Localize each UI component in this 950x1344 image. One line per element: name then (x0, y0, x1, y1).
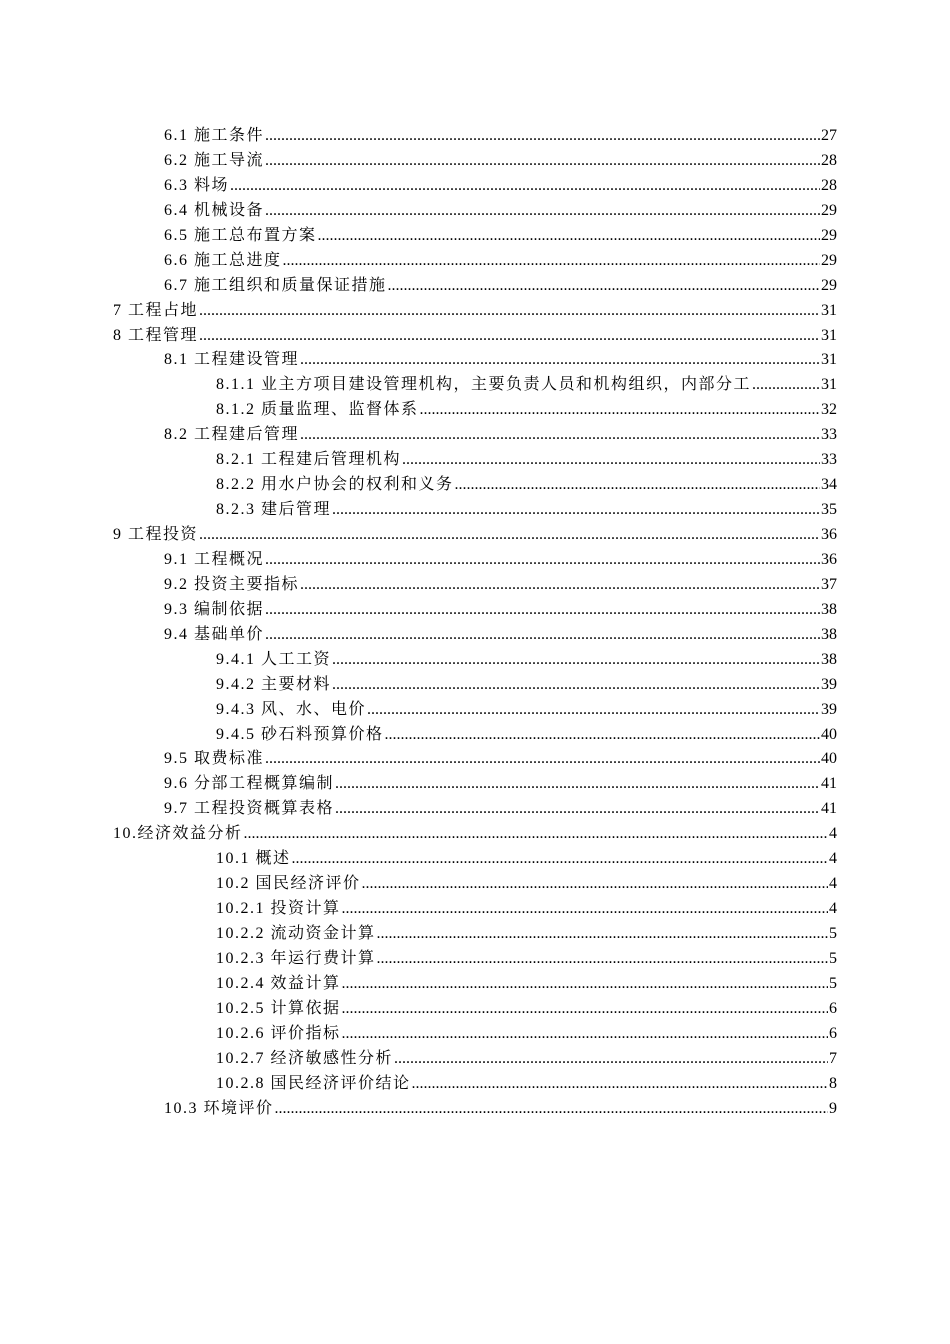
toc-entry-page-number: 5 (829, 974, 837, 992)
toc-entry[interactable] (0, 797, 950, 822)
toc-dot-leader (300, 423, 820, 448)
toc-entry-title: 8.1.2 质量监理、监督体系 (216, 401, 419, 419)
toc-entry-title: 6.6 施工总进度 (164, 251, 282, 269)
toc-entry-page-number: 31 (821, 326, 837, 344)
toc-dot-leader (394, 1047, 828, 1072)
toc-entry-title: 10.2.7 经济敏感性分析 (216, 1049, 394, 1067)
toc-dot-leader (265, 747, 820, 772)
toc-dot-leader (335, 797, 820, 822)
toc-dot-leader (244, 822, 828, 847)
toc-entry-title: 8.2.1 工程建后管理机构 (216, 451, 402, 469)
toc-entry-title: 10.2.5 计算依据 (216, 999, 341, 1017)
toc-entry-title: 6.4 机械设备 (164, 201, 265, 219)
toc-entry[interactable] (0, 598, 950, 623)
toc-entry-page-number: 39 (821, 675, 837, 693)
toc-entry-title: 10.1 概述 (216, 850, 291, 868)
toc-entry-title: 6.7 施工组织和质量保证措施 (164, 276, 387, 294)
toc-entry[interactable] (0, 922, 950, 947)
toc-entry-page-number: 4 (829, 850, 837, 868)
toc-entry-title: 9.4.1 人工工资 (216, 650, 332, 668)
toc-entry-page-number: 27 (821, 127, 837, 144)
toc-entry-page-number: 40 (821, 725, 837, 743)
toc-entry[interactable] (0, 249, 950, 274)
toc-dot-leader (283, 249, 820, 274)
toc-entry[interactable] (0, 224, 950, 249)
table-of-contents (0, 124, 950, 1122)
toc-entry[interactable] (0, 623, 950, 648)
toc-entry-page-number: 29 (821, 201, 837, 219)
toc-dot-leader (412, 1072, 828, 1097)
toc-dot-leader (332, 498, 820, 523)
toc-entry[interactable] (0, 274, 950, 299)
toc-entry-page-number: 29 (821, 276, 837, 294)
toc-entry[interactable] (0, 398, 950, 423)
toc-entry-title: 10.2.6 评价指标 (216, 1024, 341, 1042)
toc-entry-page-number: 35 (821, 501, 837, 519)
toc-entry-page-number: 7 (829, 1049, 837, 1067)
toc-entry-title: 10.2.4 效益计算 (216, 974, 341, 992)
toc-dot-leader (265, 623, 820, 648)
toc-dot-leader (362, 872, 828, 897)
toc-dot-leader (265, 124, 820, 149)
toc-entry[interactable] (0, 1097, 950, 1122)
toc-entry[interactable] (0, 548, 950, 573)
toc-dot-leader (342, 897, 828, 922)
toc-entry[interactable] (0, 698, 950, 723)
toc-entry[interactable] (0, 772, 950, 797)
toc-entry-page-number: 37 (821, 575, 837, 593)
toc-entry[interactable] (0, 747, 950, 772)
toc-entry-title: 10.2.8 国民经济评价结论 (216, 1074, 411, 1092)
toc-entry-page-number: 36 (821, 526, 837, 543)
toc-entry[interactable] (0, 324, 950, 349)
toc-entry-title: 9.1 工程概况 (164, 550, 265, 568)
toc-entry-page-number: 29 (821, 251, 837, 269)
toc-entry-title: 10.2.3 年运行费计算 (216, 949, 376, 967)
toc-dot-leader (300, 348, 820, 373)
toc-entry-page-number: 8 (829, 1074, 837, 1092)
toc-dot-leader (342, 997, 828, 1022)
toc-entry[interactable] (0, 1022, 950, 1047)
toc-dot-leader (332, 648, 820, 673)
toc-entry-title: 10.经济效益分析 (113, 825, 243, 843)
toc-entry-page-number: 5 (829, 925, 837, 942)
toc-entry-title: 8.1.1 业主方项目建设管理机构，主要负责人员和机构组织，内部分工 (216, 376, 752, 394)
toc-entry-page-number: 33 (821, 426, 837, 444)
toc-entry[interactable] (0, 897, 950, 922)
toc-entry-page-number: 32 (821, 401, 837, 419)
toc-entry[interactable] (0, 847, 950, 872)
toc-entry-page-number: 31 (821, 351, 837, 369)
toc-entry-page-number: 33 (821, 451, 837, 469)
toc-entry-page-number: 31 (821, 301, 837, 319)
toc-dot-leader (230, 174, 820, 199)
toc-dot-leader (367, 698, 820, 723)
toc-entry-page-number: 38 (821, 650, 837, 668)
toc-entry-title: 9.5 取费标准 (164, 750, 265, 768)
toc-dot-leader (377, 922, 828, 947)
toc-entry-title: 10.2.1 投资计算 (216, 900, 341, 918)
toc-entry[interactable] (0, 648, 950, 673)
toc-entry-page-number: 41 (821, 800, 837, 818)
toc-entry-title: 8.2 工程建后管理 (164, 426, 300, 444)
toc-entry-title: 6.2 施工导流 (164, 151, 265, 169)
toc-entry-page-number: 28 (821, 151, 837, 169)
toc-entry-title: 6.5 施工总布置方案 (164, 226, 317, 244)
toc-entry[interactable] (0, 199, 950, 224)
toc-entry-title: 10.3 环境评价 (164, 1099, 274, 1117)
toc-dot-leader (199, 324, 820, 349)
toc-dot-leader (342, 972, 828, 997)
toc-entry[interactable] (0, 972, 950, 997)
toc-entry[interactable] (0, 523, 950, 548)
toc-entry-page-number: 40 (821, 750, 837, 768)
toc-entry[interactable] (0, 149, 950, 174)
toc-entry-page-number: 39 (821, 700, 837, 718)
toc-dot-leader (265, 598, 820, 623)
toc-entry-page-number: 4 (829, 900, 837, 918)
toc-entry-page-number: 6 (829, 999, 837, 1017)
toc-entry[interactable] (0, 573, 950, 598)
toc-entry-page-number: 31 (821, 376, 837, 394)
toc-dot-leader (377, 947, 828, 972)
toc-entry-page-number: 9 (829, 1099, 837, 1117)
toc-entry[interactable] (0, 299, 950, 324)
toc-entry[interactable] (0, 1047, 950, 1072)
toc-dot-leader (420, 398, 820, 423)
toc-dot-leader (332, 673, 820, 698)
toc-dot-leader (752, 373, 820, 398)
toc-dot-leader (318, 224, 820, 249)
toc-entry-page-number: 38 (821, 625, 837, 643)
toc-entry[interactable] (0, 673, 950, 698)
toc-dot-leader (199, 299, 820, 324)
toc-entry-title: 8.1 工程建设管理 (164, 351, 300, 369)
toc-dot-leader (385, 723, 820, 748)
toc-dot-leader (300, 573, 820, 598)
toc-entry-title: 6.1 施工条件 (164, 127, 265, 144)
toc-entry[interactable] (0, 348, 950, 373)
toc-entry-title: 6.3 料场 (164, 176, 230, 194)
toc-entry-title: 8 工程管理 (113, 326, 199, 344)
toc-entry-title: 10.2 国民经济评价 (216, 875, 361, 893)
toc-entry-title: 9.3 编制依据 (164, 600, 265, 618)
toc-entry-page-number: 4 (829, 825, 837, 843)
toc-entry-title: 7 工程占地 (113, 301, 199, 319)
toc-dot-leader (388, 274, 820, 299)
toc-entry[interactable] (0, 373, 950, 398)
toc-entry-title: 9.2 投资主要指标 (164, 575, 300, 593)
toc-entry[interactable] (0, 872, 950, 897)
toc-entry[interactable] (0, 1072, 950, 1097)
toc-entry[interactable] (0, 423, 950, 448)
toc-dot-leader (292, 847, 828, 872)
toc-entry[interactable] (0, 822, 950, 847)
toc-entry[interactable] (0, 124, 950, 149)
toc-entry-title: 9.4 基础单价 (164, 625, 265, 643)
toc-entry-title: 9.6 分部工程概算编制 (164, 775, 335, 793)
toc-dot-leader (265, 149, 820, 174)
toc-entry-title: 9.4.2 主要材料 (216, 675, 332, 693)
toc-entry-page-number: 41 (821, 775, 837, 793)
toc-entry-title: 9.7 工程投资概算表格 (164, 800, 335, 818)
toc-entry-page-number: 29 (821, 226, 837, 244)
toc-entry[interactable] (0, 947, 950, 972)
toc-entry-page-number: 36 (821, 550, 837, 568)
toc-entry[interactable] (0, 723, 950, 748)
toc-entry[interactable] (0, 473, 950, 498)
toc-entry-title: 8.2.2 用水户协会的权利和义务 (216, 476, 454, 494)
toc-entry-page-number: 5 (829, 949, 837, 967)
toc-entry-page-number: 6 (829, 1024, 837, 1042)
toc-dot-leader (265, 199, 820, 224)
toc-entry-page-number: 38 (821, 600, 837, 618)
toc-entry-page-number: 34 (821, 476, 837, 494)
toc-dot-leader (199, 523, 820, 548)
toc-dot-leader (335, 772, 820, 797)
toc-entry-title: 10.2.2 流动资金计算 (216, 925, 376, 942)
toc-entry[interactable] (0, 174, 950, 199)
toc-entry[interactable] (0, 498, 950, 523)
toc-dot-leader (275, 1097, 828, 1122)
toc-dot-leader (402, 448, 820, 473)
toc-dot-leader (342, 1022, 828, 1047)
toc-entry-page-number: 28 (821, 176, 837, 194)
toc-dot-leader (455, 473, 820, 498)
toc-entry[interactable] (0, 448, 950, 473)
toc-entry-title: 9 工程投资 (113, 526, 199, 543)
toc-entry-title: 9.4.5 砂石料预算价格 (216, 725, 384, 743)
toc-entry-title: 8.2.3 建后管理 (216, 501, 332, 519)
toc-entry-title: 9.4.3 风、水、电价 (216, 700, 367, 718)
toc-entry[interactable] (0, 997, 950, 1022)
toc-dot-leader (265, 548, 820, 573)
toc-entry-page-number: 4 (829, 875, 837, 893)
